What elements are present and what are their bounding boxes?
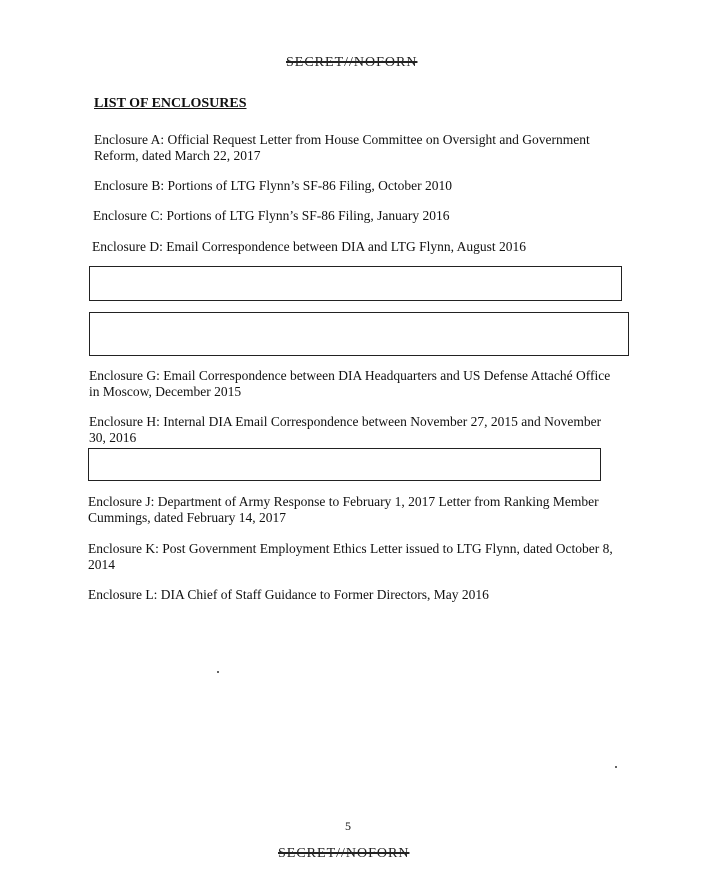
enclosure-j-line2: Cummings, dated February 14, 2017: [88, 510, 286, 525]
enclosure-g-line2: in Moscow, December 2015: [89, 384, 242, 399]
enclosures-heading: LIST OF ENCLOSURES: [94, 96, 247, 111]
redaction-box-enclosure-f: [89, 312, 629, 356]
scan-speck: [615, 766, 617, 768]
redaction-box-enclosure-e: [89, 266, 622, 301]
enclosure-a: [94, 132, 590, 164]
enclosure-j: [88, 494, 599, 526]
enclosure-h-line1: Enclosure H: Internal DIA Email Correspondence between November 27, 2015 and November: [89, 414, 602, 429]
scan-speck: [217, 671, 219, 673]
enclosure-k: [88, 541, 613, 573]
enclosure-c-line1: Enclosure C: Portions of LTG Flynn’s SF-86 Filing, January 2016: [93, 208, 450, 223]
redaction-box-enclosure-i: [88, 448, 601, 481]
enclosure-a-line1: Enclosure A: Official Request Letter from House Committee on Oversight and Government: [94, 132, 590, 147]
enclosure-l: [88, 587, 489, 603]
enclosure-d-line1: Enclosure D: Email Correspondence between DIA and LTG Flynn, August 2016: [92, 239, 527, 254]
enclosure-b-line1: Enclosure B: Portions of LTG Flynn’s SF-86 Filing, October 2010: [94, 178, 453, 193]
enclosure-h-line2: 30, 2016: [89, 430, 137, 445]
enclosure-g: [89, 368, 610, 400]
enclosure-l-line1: Enclosure L: DIA Chief of Staff Guidance to Former Directors, May 2016: [88, 587, 489, 602]
enclosure-b: [94, 178, 452, 194]
enclosure-d: [92, 239, 526, 255]
enclosure-a-line2: Reform, dated March 22, 2017: [94, 148, 261, 163]
enclosure-k-line1: Enclosure K: Post Government Employment Ethics Letter issued to LTG Flynn, dated October 8,: [88, 541, 613, 556]
enclosure-h: [89, 414, 601, 446]
page-number: 5: [345, 819, 351, 833]
classification-marking-bottom: SECRET//NOFORN: [278, 846, 410, 861]
enclosure-g-line1: Enclosure G: Email Correspondence between DIA Headquarters and US Defense Attaché Office: [89, 368, 611, 383]
enclosure-j-line1: Enclosure J: Department of Army Response to February 1, 2017 Letter from Ranking Member: [88, 494, 599, 509]
enclosure-c: [93, 208, 450, 224]
enclosure-k-line2: 2014: [88, 557, 115, 572]
classification-marking-top: SECRET//NOFORN: [286, 55, 418, 70]
